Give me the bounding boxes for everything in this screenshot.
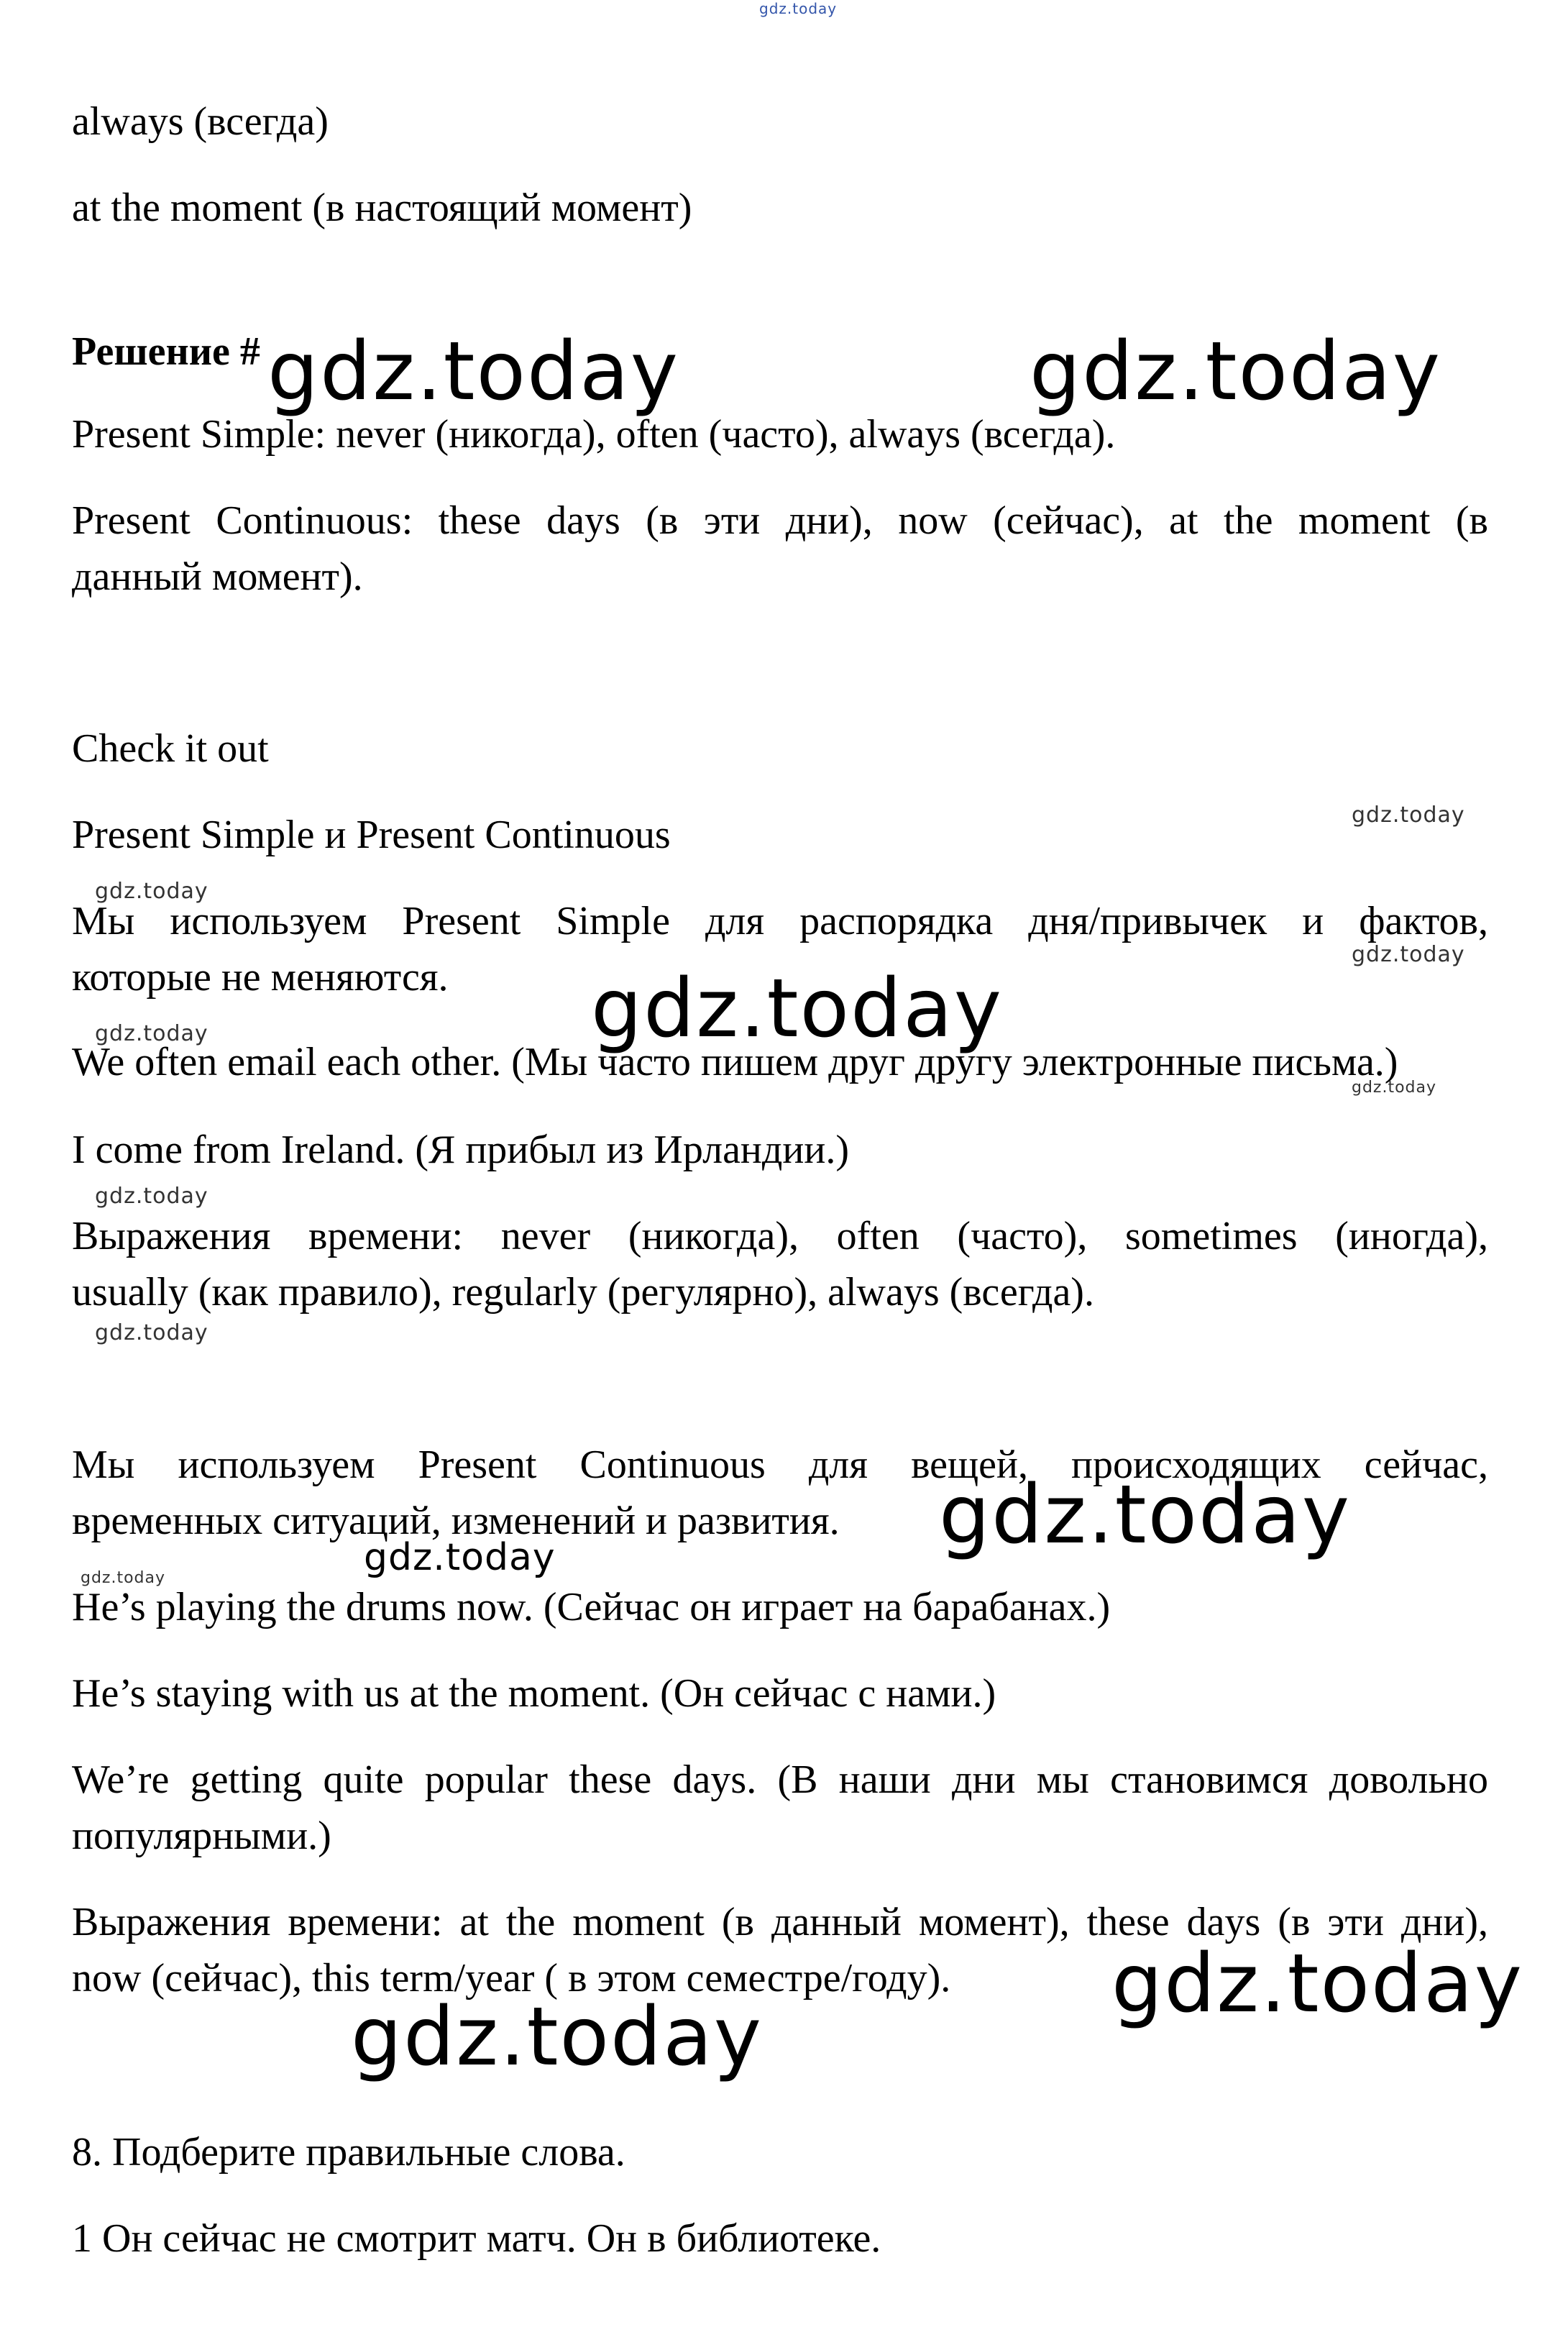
watermark-logo: gdz.today (95, 1021, 208, 1046)
paragraph-line: Present Continuous: these days (в эти дни), now (сейчас), at the moment (в (72, 498, 1488, 543)
watermark-logo: gdz.today (364, 1536, 556, 1579)
paragraph-line: Мы используем Present Simple для распорядка дня/привычек и фактов, (72, 899, 1488, 943)
example-sentence: We often email each other. (Мы часто пишем друг другу электронные письма.) (72, 1040, 1398, 1084)
example-sentence: He’s playing the drums now. (Сейчас он играет на барабанах.) (72, 1585, 1111, 1629)
example-sentence: He’s staying with us at the moment. (Он сейчас с нами.) (72, 1671, 996, 1716)
paragraph-line: We’re getting quite popular these days. (В наши дни мы становимся довольно (72, 1757, 1488, 1802)
paragraph-line: now (сейчас), this term/year ( в этом семестре/году). (72, 1956, 951, 2001)
watermark-logo: gdz.today (1111, 1937, 1524, 2031)
watermark-logo: gdz.today (81, 1569, 166, 1587)
paragraph-line: usually (как правило), regularly (регулярно), always (всегда). (72, 1270, 1094, 1314)
watermark-logo: gdz.today (267, 325, 680, 419)
watermark-logo: gdz.today (759, 0, 838, 17)
watermark-logo: gdz.today (95, 1320, 208, 1345)
watermark-logo: gdz.today (1352, 942, 1465, 967)
exercise-title: 8. Подберите правильные слова. (72, 2130, 625, 2175)
watermark-logo: gdz.today (351, 1990, 764, 2084)
watermark-logo: gdz.today (1352, 803, 1465, 828)
paragraph-line: популярными.) (72, 1814, 331, 1858)
paragraph-line: Выражения времени: never (никогда), often (часто), sometimes (иногда), (72, 1214, 1488, 1258)
example-sentence: I come from Ireland. (Я прибыл из Ирландии.) (72, 1128, 849, 1172)
watermark-logo: gdz.today (591, 962, 1004, 1056)
watermark-logo: gdz.today (1352, 1079, 1437, 1097)
paragraph: Present Simple: never (никогда), often (часто), always (всегда). (72, 412, 1116, 457)
paragraph-line: Выражения времени: at the moment (в данный момент), these days (в эти дни), (72, 1900, 1488, 1944)
watermark-logo: gdz.today (95, 1184, 208, 1209)
paragraph: at the moment (в настоящий момент) (72, 186, 692, 230)
exercise-item: 1 Он сейчас не смотрит матч. Он в библиотеке. (72, 2216, 881, 2261)
solution-heading: Решение # (72, 329, 260, 374)
watermark-logo: gdz.today (1030, 325, 1442, 419)
paragraph: Present Simple и Present Continuous (72, 813, 671, 857)
paragraph: always (всегда) (72, 99, 329, 144)
paragraph-line: данный момент). (72, 554, 363, 599)
paragraph-line: Мы используем Present Continuous для вещей, происходящих сейчас, (72, 1442, 1488, 1487)
paragraph-line: временных ситуаций, изменений и развития. (72, 1499, 840, 1543)
section-title: Check it out (72, 726, 269, 771)
watermark-logo: gdz.today (939, 1468, 1352, 1562)
paragraph-line: которые не меняются. (72, 955, 449, 1000)
watermark-logo: gdz.today (95, 879, 208, 904)
